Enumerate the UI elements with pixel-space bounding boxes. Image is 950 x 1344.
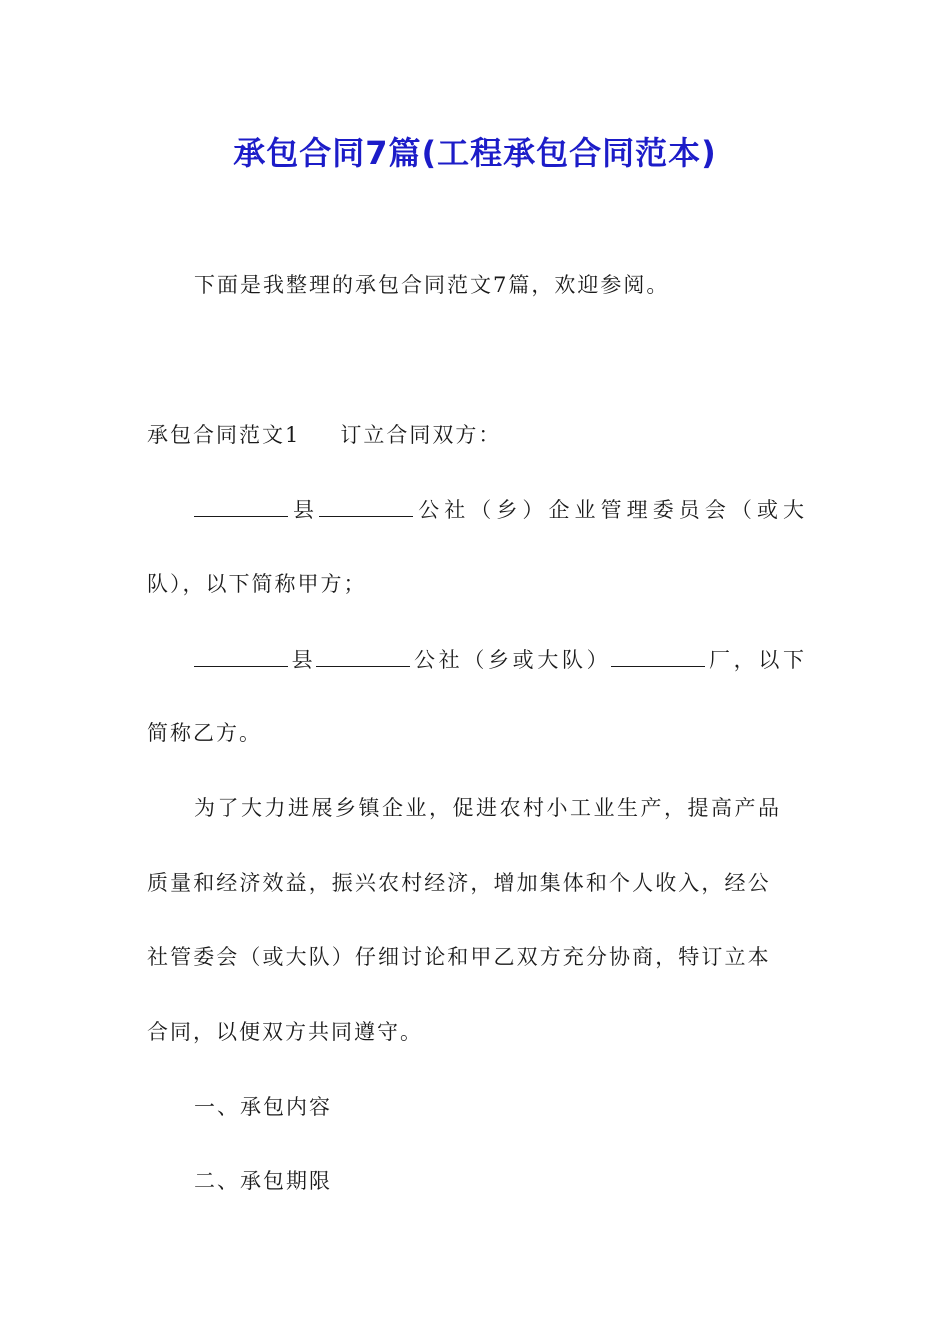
clause-2-heading xyxy=(194,1166,332,1196)
purpose-text-1: 为了大力进展乡镇企业，促进农村小工业生产，提高产品 xyxy=(194,796,782,820)
party-a-commune: 公社（乡）企业管理委员会（或大 xyxy=(413,498,805,522)
purpose-text-4: 合同，以便双方共同遵守。 xyxy=(147,1020,423,1044)
party-b-commune: 公社（乡或大队） xyxy=(410,648,612,672)
purpose-line-2 xyxy=(147,868,771,898)
blank-field xyxy=(611,644,705,667)
intro-text: 下面是我整理的承包合同范文7篇，欢迎参阅。 xyxy=(194,273,670,297)
party-b-line-2 xyxy=(147,718,262,748)
section-heading-line xyxy=(147,420,501,450)
clause-2-text: 二、承包期限 xyxy=(194,1169,332,1193)
purpose-text-2: 质量和经济效益，振兴农村经济，增加集体和个人收入，经公 xyxy=(147,871,771,895)
party-a-line2-text: 队），以下简称甲方； xyxy=(147,572,367,596)
party-b-line-1 xyxy=(194,644,804,675)
blank-field xyxy=(194,494,288,517)
blank-field xyxy=(316,644,410,667)
purpose-text-3: 社管委会（或大队）仔细讨论和甲乙双方充分协商，特订立本 xyxy=(147,945,771,969)
party-a-line-1 xyxy=(194,494,804,525)
purpose-line-3 xyxy=(147,942,771,972)
purpose-line-1 xyxy=(194,793,782,823)
section-heading: 承包合同范文1 xyxy=(147,423,301,447)
clause-1-text: 一、承包内容 xyxy=(194,1095,332,1119)
parties-heading: 订立合同双方： xyxy=(340,423,502,447)
document-title: 承包合同7篇(工程承包合同范本) xyxy=(233,134,717,172)
party-a-county: 县 xyxy=(288,498,320,522)
clause-1-heading xyxy=(194,1092,332,1122)
party-a-line-2 xyxy=(147,569,367,599)
blank-field xyxy=(319,494,413,517)
party-b-county: 县 xyxy=(288,648,317,672)
intro-paragraph xyxy=(194,270,669,300)
blank-field xyxy=(194,644,288,667)
party-b-factory: 厂，以下 xyxy=(705,648,805,672)
party-b-line2-text: 简称乙方。 xyxy=(147,721,262,745)
purpose-line-4 xyxy=(147,1017,423,1047)
